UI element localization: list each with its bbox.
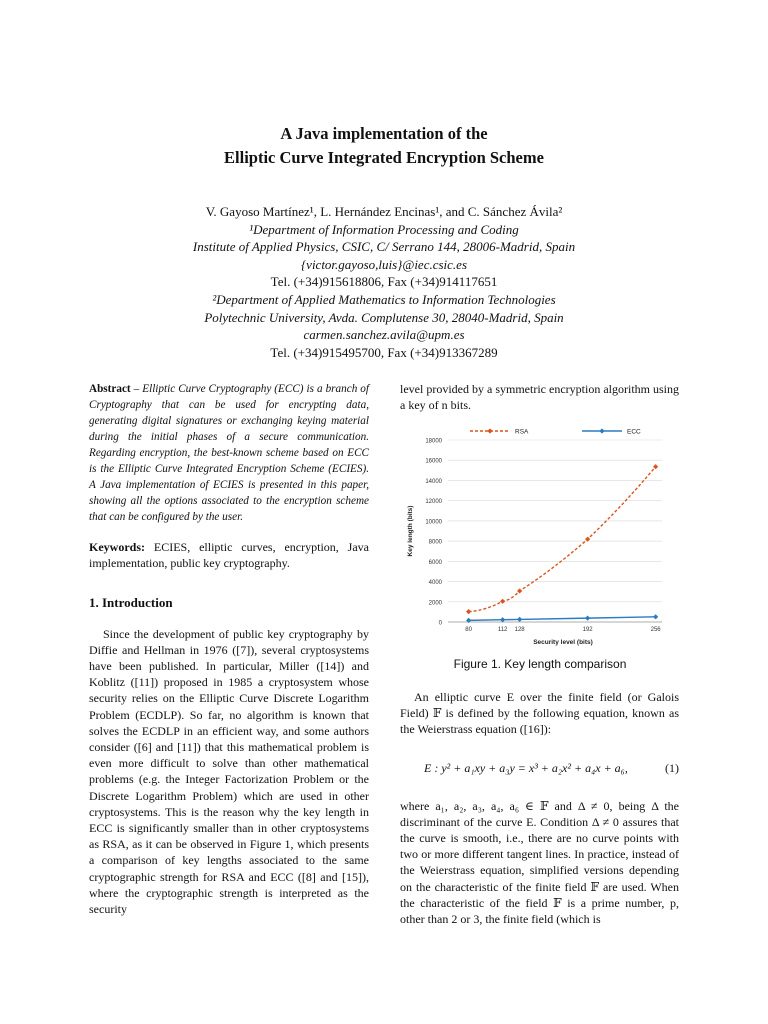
x-tick-label: 80 <box>465 627 472 633</box>
rsa-data-point <box>466 609 471 614</box>
affiliation-1-email: {victor.gayoso,luis}@iec.csic.es <box>300 256 468 272</box>
keywords-text: ECIES, elliptic curves, encryption, Java implementation, public key cryptography. <box>89 540 369 571</box>
y-tick-label: 14000 <box>425 478 442 485</box>
ecc-data-point <box>653 614 658 619</box>
paper-title <box>0 122 768 170</box>
right-column-lower <box>400 689 679 927</box>
introduction-paragraph: Since the development of public key cryptography by Diffie and Hellman in 1976 ([7]), several cryptosystems have been published. In particular, Miller ([14]) and Koblitz ([11]) proposed in 1985 a cryptosystem whose security relies on the Elliptic Curve Discrete Logarithm Problem (ECDLP). So far, no algorithm is known that solves the ECDLP in an efficient way, and some authors consider ([6] and [11]) that this mathematical problem is even more difficult to solve than other mathematical problems (e.g. the Integer Factorization Problem or the Discrete Logarithm Problem) which are used in other cryptosystems. This is the reason why the key length in ECC is significantly smaller than in other cryptosystems as RSA, as it can be observed in Figure 1, which presents a comparison of key lengths associated to the same cryptographic strength for RSA and ECC ([8] and [15]), where the cryptographic strength is interpreted as the security <box>89 626 369 917</box>
y-tick-label: 10000 <box>425 519 442 526</box>
affiliation-1-department: ¹Department of Information Processing and Coding <box>249 221 519 237</box>
ecc-legend-marker <box>599 428 604 433</box>
y-axis-label: Key length (bits) <box>407 505 414 557</box>
discriminant-paragraph: where a₁, a₂, a₃, a₄, a₆ ∈ 𝔽 and Δ ≠ 0, being Δ the discriminant of the curve E. Condition Δ ≠ 0 assures that the curve is smooth, i.e., there are no curve points with two or more different tangent lines. In practice, instead of the Weierstrass equation, simplified versions depending on the characteristic of the finite field 𝔽 are used. When the characteristic of the field 𝔽 is a prime number, p, other than 2 or 3, the finite field (which is <box>400 798 679 927</box>
rsa-data-point <box>517 588 522 593</box>
title-line-2: Elliptic Curve Integrated Encryption Scheme <box>224 148 544 167</box>
title-line-1: A Java implementation of the <box>280 124 488 143</box>
equation-number: (1) <box>665 760 679 775</box>
abstract-text: Elliptic Curve Cryptography (ECC) is a branch of Cryptography that can be used for encrypting data, generating digital signatures or exchanging keying material during the initial phases of a secure communication. Regarding encryption, the best-known scheme based on ECC is the Elliptic Curve Integrated Encryption Scheme (ECIES). A Java implementation of ECIES is presented in this paper, showing all the options associated to the encryption scheme that can be configured by the user. <box>89 383 369 523</box>
ecc-series-line <box>469 617 656 621</box>
section-heading-introduction: 1. Introduction <box>89 595 173 611</box>
rsa-series-line <box>469 467 656 612</box>
abstract-dash: – <box>130 383 143 395</box>
equation-body: E : y² + a₁xy + a₃y = x³ + a₂x² + a₄x + a₆, <box>424 760 628 775</box>
affiliation-2-phone: Tel. (+34)915495700, Fax (+34)913367289 <box>270 344 498 360</box>
right-column-top <box>400 381 679 413</box>
elliptic-curve-paragraph: An elliptic curve E over the finite field (or Galois Field) 𝔽 is defined by the following equation, known as the Weierstrass equation ([16]): <box>400 690 679 737</box>
rsa-legend-label: RSA <box>515 428 529 436</box>
ecc-legend-label: ECC <box>627 428 641 436</box>
y-tick-label: 6000 <box>428 559 442 566</box>
left-column <box>89 381 369 917</box>
abstract-label: Abstract <box>89 383 131 395</box>
y-tick-label: 12000 <box>425 499 442 506</box>
x-axis-label: Security level (bits) <box>533 639 593 646</box>
keywords-label: Keywords: <box>89 540 145 554</box>
affiliation-1-phone: Tel. (+34)915618806, Fax (+34)914117651 <box>270 274 498 290</box>
rsa-legend-marker <box>487 428 492 433</box>
affiliation-1-institute: Institute of Applied Physics, CSIC, C/ Serrano 144, 28006-Madrid, Spain <box>192 239 576 255</box>
x-tick-label: 128 <box>514 627 525 633</box>
right-top-paragraph <box>400 381 679 413</box>
ecc-data-point <box>500 617 505 622</box>
x-tick-label: 192 <box>582 627 593 633</box>
author-names: V. Gayoso Martínez¹, L. Hernández Encinas¹, and C. Sánchez Ávila² <box>205 204 563 219</box>
y-tick-label: 8000 <box>428 539 442 546</box>
x-tick-label: 256 <box>650 627 661 633</box>
abstract <box>89 381 369 525</box>
affiliation-2-institute: Polytechnic University, Avda. Complutense 30, 28040-Madrid, Spain <box>204 309 564 325</box>
key-length-chart <box>400 420 680 650</box>
rsa-data-point <box>653 464 658 469</box>
affiliation-2-department: ²Department of Applied Mathematics to Information Technologies <box>212 291 556 307</box>
affiliation-2-email: carmen.sanchez.avila@upm.es <box>303 327 465 343</box>
y-tick-label: 0 <box>438 620 442 627</box>
right-top-text: level provided by a symmetric encryption algorithm using a key of n bits. <box>400 382 679 413</box>
y-tick-label: 16000 <box>425 458 442 465</box>
y-tick-label: 18000 <box>425 438 442 445</box>
figure-1-chart <box>400 420 680 650</box>
ecc-data-point <box>585 616 590 621</box>
author-block <box>0 203 768 361</box>
x-tick-label: 112 <box>497 627 508 633</box>
keywords <box>89 539 369 571</box>
weierstrass-equation <box>400 760 679 778</box>
y-tick-label: 4000 <box>428 580 442 587</box>
y-tick-label: 2000 <box>428 600 442 607</box>
figure-1-caption: Figure 1. Key length comparison <box>453 657 627 671</box>
rsa-data-point <box>500 599 505 604</box>
ecc-data-point <box>517 617 522 622</box>
